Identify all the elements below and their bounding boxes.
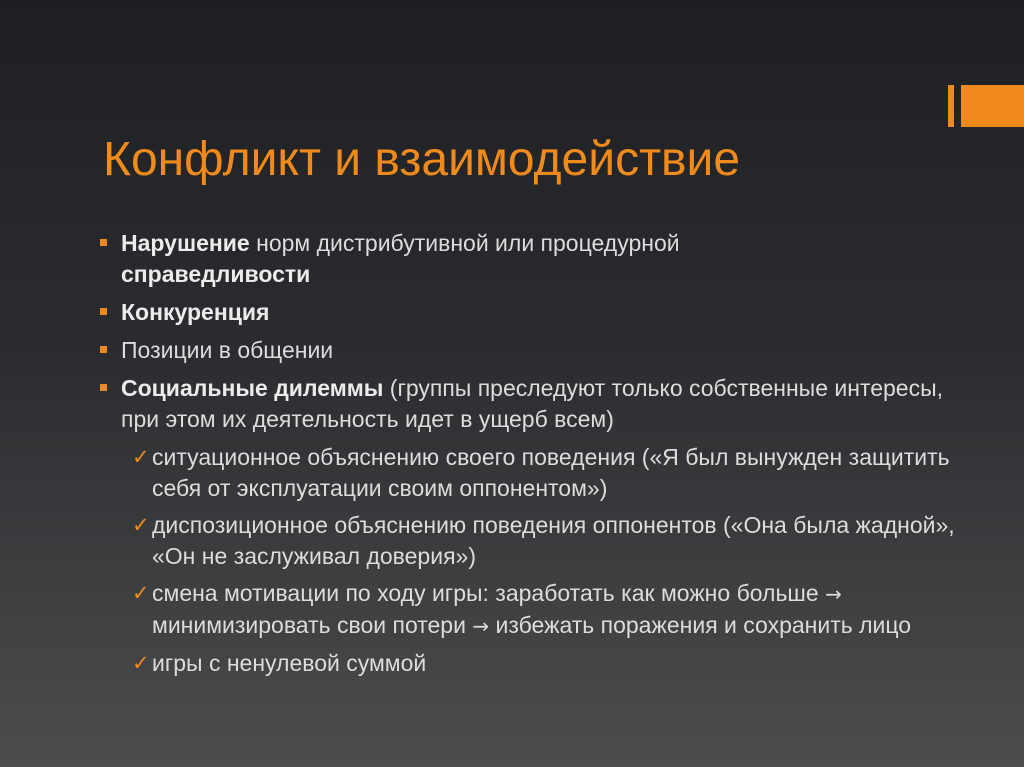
subitem-motivation-shift [96, 578, 976, 642]
checkmark-icon: ✓ [132, 581, 150, 605]
checkmark-icon: ✓ [132, 445, 150, 469]
social-dilemmas-lead: Социальные дилеммы [121, 375, 384, 401]
slide-title: Конфликт и взаимодействие [103, 133, 741, 186]
right-arrow-icon: → [825, 582, 842, 606]
checkmark-icon: ✓ [132, 651, 150, 675]
accent-bar-thick [961, 85, 1024, 127]
subitem-nonzero-sum [96, 648, 976, 679]
square-bullet-icon [100, 346, 107, 353]
dispositional-text: диспозиционное объяснению поведения оппонентов («Она была жадной», «Он не заслуживал доверия») [152, 512, 955, 569]
list-item-positions [96, 335, 976, 366]
competition-text: Конкуренция [121, 299, 270, 325]
right-arrow-icon: → [472, 614, 490, 638]
situational-text: ситуационное объяснению своего поведения («Я был вынужден защитить себя от эксплуатации своим оппонентом») [152, 444, 950, 501]
positions-text: Позиции в общении [121, 337, 334, 363]
accent-bar-thin [948, 85, 954, 127]
social-dilemmas-text: (группы преследуют только собственные интересы, при этом их деятельность идет в ущерб всем) [121, 375, 943, 432]
square-bullet-icon [100, 239, 107, 246]
motivation-text-3: избежать поражения и сохранить лицо [489, 612, 912, 638]
list-item-competition [96, 297, 976, 328]
slide-content [96, 228, 976, 685]
list-item-violation [96, 228, 976, 290]
subitem-situational [96, 442, 976, 504]
motivation-text-2: минимизировать свои потери [152, 612, 473, 638]
violation-text: норм дистрибутивной или процедурной [249, 230, 680, 256]
subitem-dispositional [96, 510, 976, 572]
square-bullet-icon [100, 308, 107, 315]
violation-tail: справедливости [121, 261, 311, 287]
violation-lead: Нарушение [121, 230, 250, 256]
square-bullet-icon [100, 384, 107, 391]
list-item-social-dilemmas [96, 373, 976, 435]
nonzero-sum-text: игры с ненулевой суммой [152, 650, 427, 676]
motivation-text-1: смена мотивации по ходу игры: заработать как можно больше [152, 580, 826, 606]
checkmark-icon: ✓ [132, 513, 150, 537]
